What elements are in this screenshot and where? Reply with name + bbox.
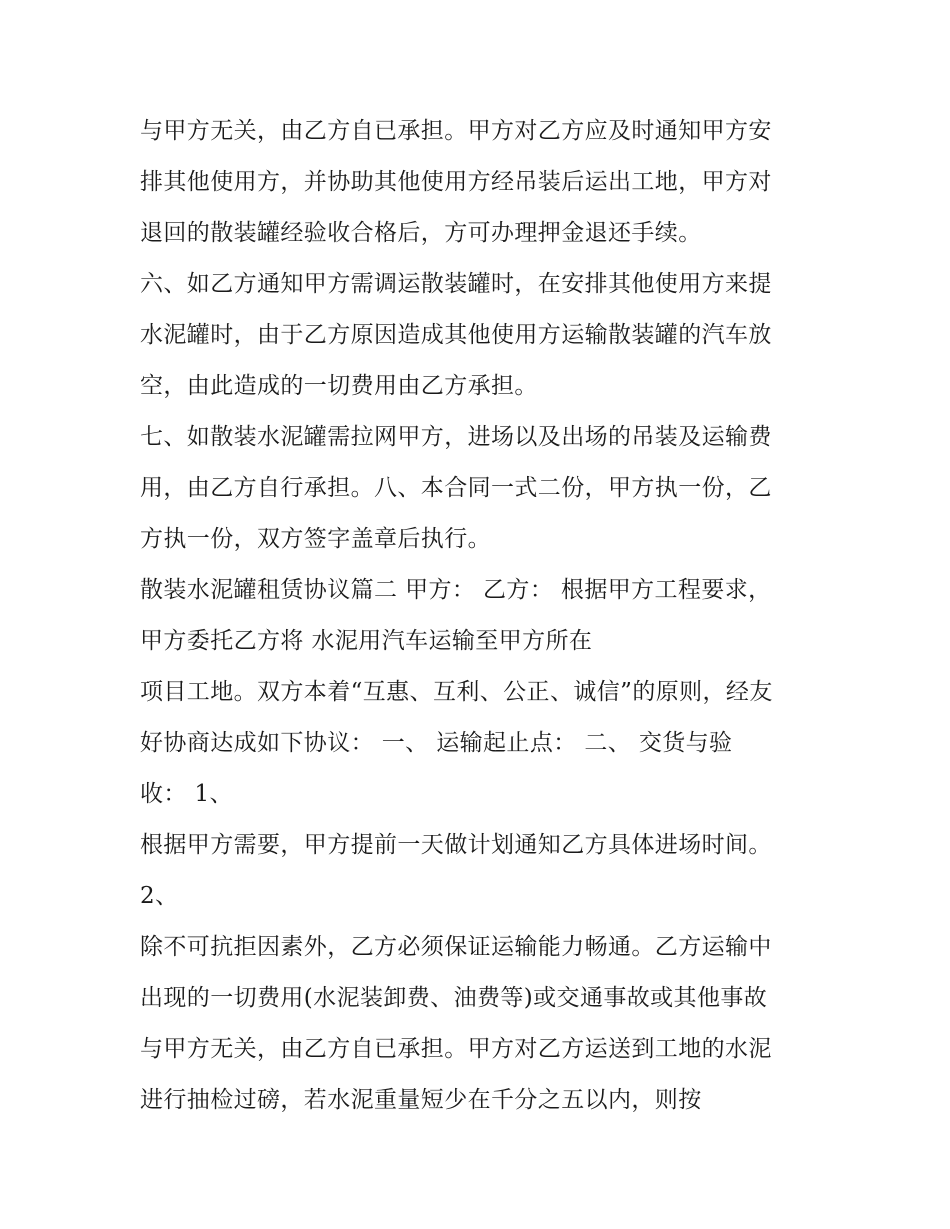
text-line: 进行抽检过磅，若水泥重量短少在千分之五以内，则按 (140, 1087, 702, 1113)
text-line: 与甲方无关，由乙方自已承担。甲方对乙方应及时通知甲方安 (140, 118, 772, 144)
text-line: 用，由乙方自行承担。八、本合同一式二份，甲方执一份，乙 (140, 475, 772, 501)
text-line: 水泥罐时，由于乙方原因造成其他使用方运输散装罐的汽车放 (140, 322, 772, 348)
document-body (140, 106, 820, 1126)
text-line: 项目工地。双方本着“互惠、互利、公正、诚信”的原则，经友 (140, 679, 773, 705)
text-line: 空，由此造成的一切费用由乙方承担。 (140, 373, 538, 399)
text-line: 七、如散装水泥罐需拉网甲方，进场以及出场的吊装及运输费 (140, 424, 772, 450)
text-line: 甲方委托乙方将 水泥用汽车运输至甲方所在 (140, 628, 593, 654)
text-line: 排其他使用方，并协助其他使用方经吊装后运出工地，甲方对 (140, 169, 772, 195)
text-line: 根据甲方需要，甲方提前一天做计划通知乙方具体进场时间。 (140, 832, 772, 858)
text-line: 2、 (140, 883, 179, 909)
text-line: 六、如乙方通知甲方需调运散装罐时，在安排其他使用方来提 (140, 271, 772, 297)
text-line: 与甲方无关，由乙方自已承担。甲方对乙方运送到工地的水泥 (140, 1036, 772, 1062)
text-line: 方执一份，双方签字盖章后执行。 (140, 526, 491, 552)
text-line: 好协商达成如下协议： 一、 运输起止点： 二、 交货与验 (140, 730, 733, 756)
text-line: 退回的散装罐经验收合格后，方可办理押金退还手续。 (140, 220, 702, 246)
text-line: 散装水泥罐租赁协议篇二 甲方： 乙方： 根据甲方工程要求， (140, 577, 772, 603)
text-line: 收： 1、 (140, 781, 233, 807)
text-line: 出现的一切费用(水泥装卸费、油费等)或交通事故或其他事故 (140, 985, 768, 1011)
text-line: 除不可抗拒因素外，乙方必须保证运输能力畅通。乙方运输中 (140, 934, 772, 960)
